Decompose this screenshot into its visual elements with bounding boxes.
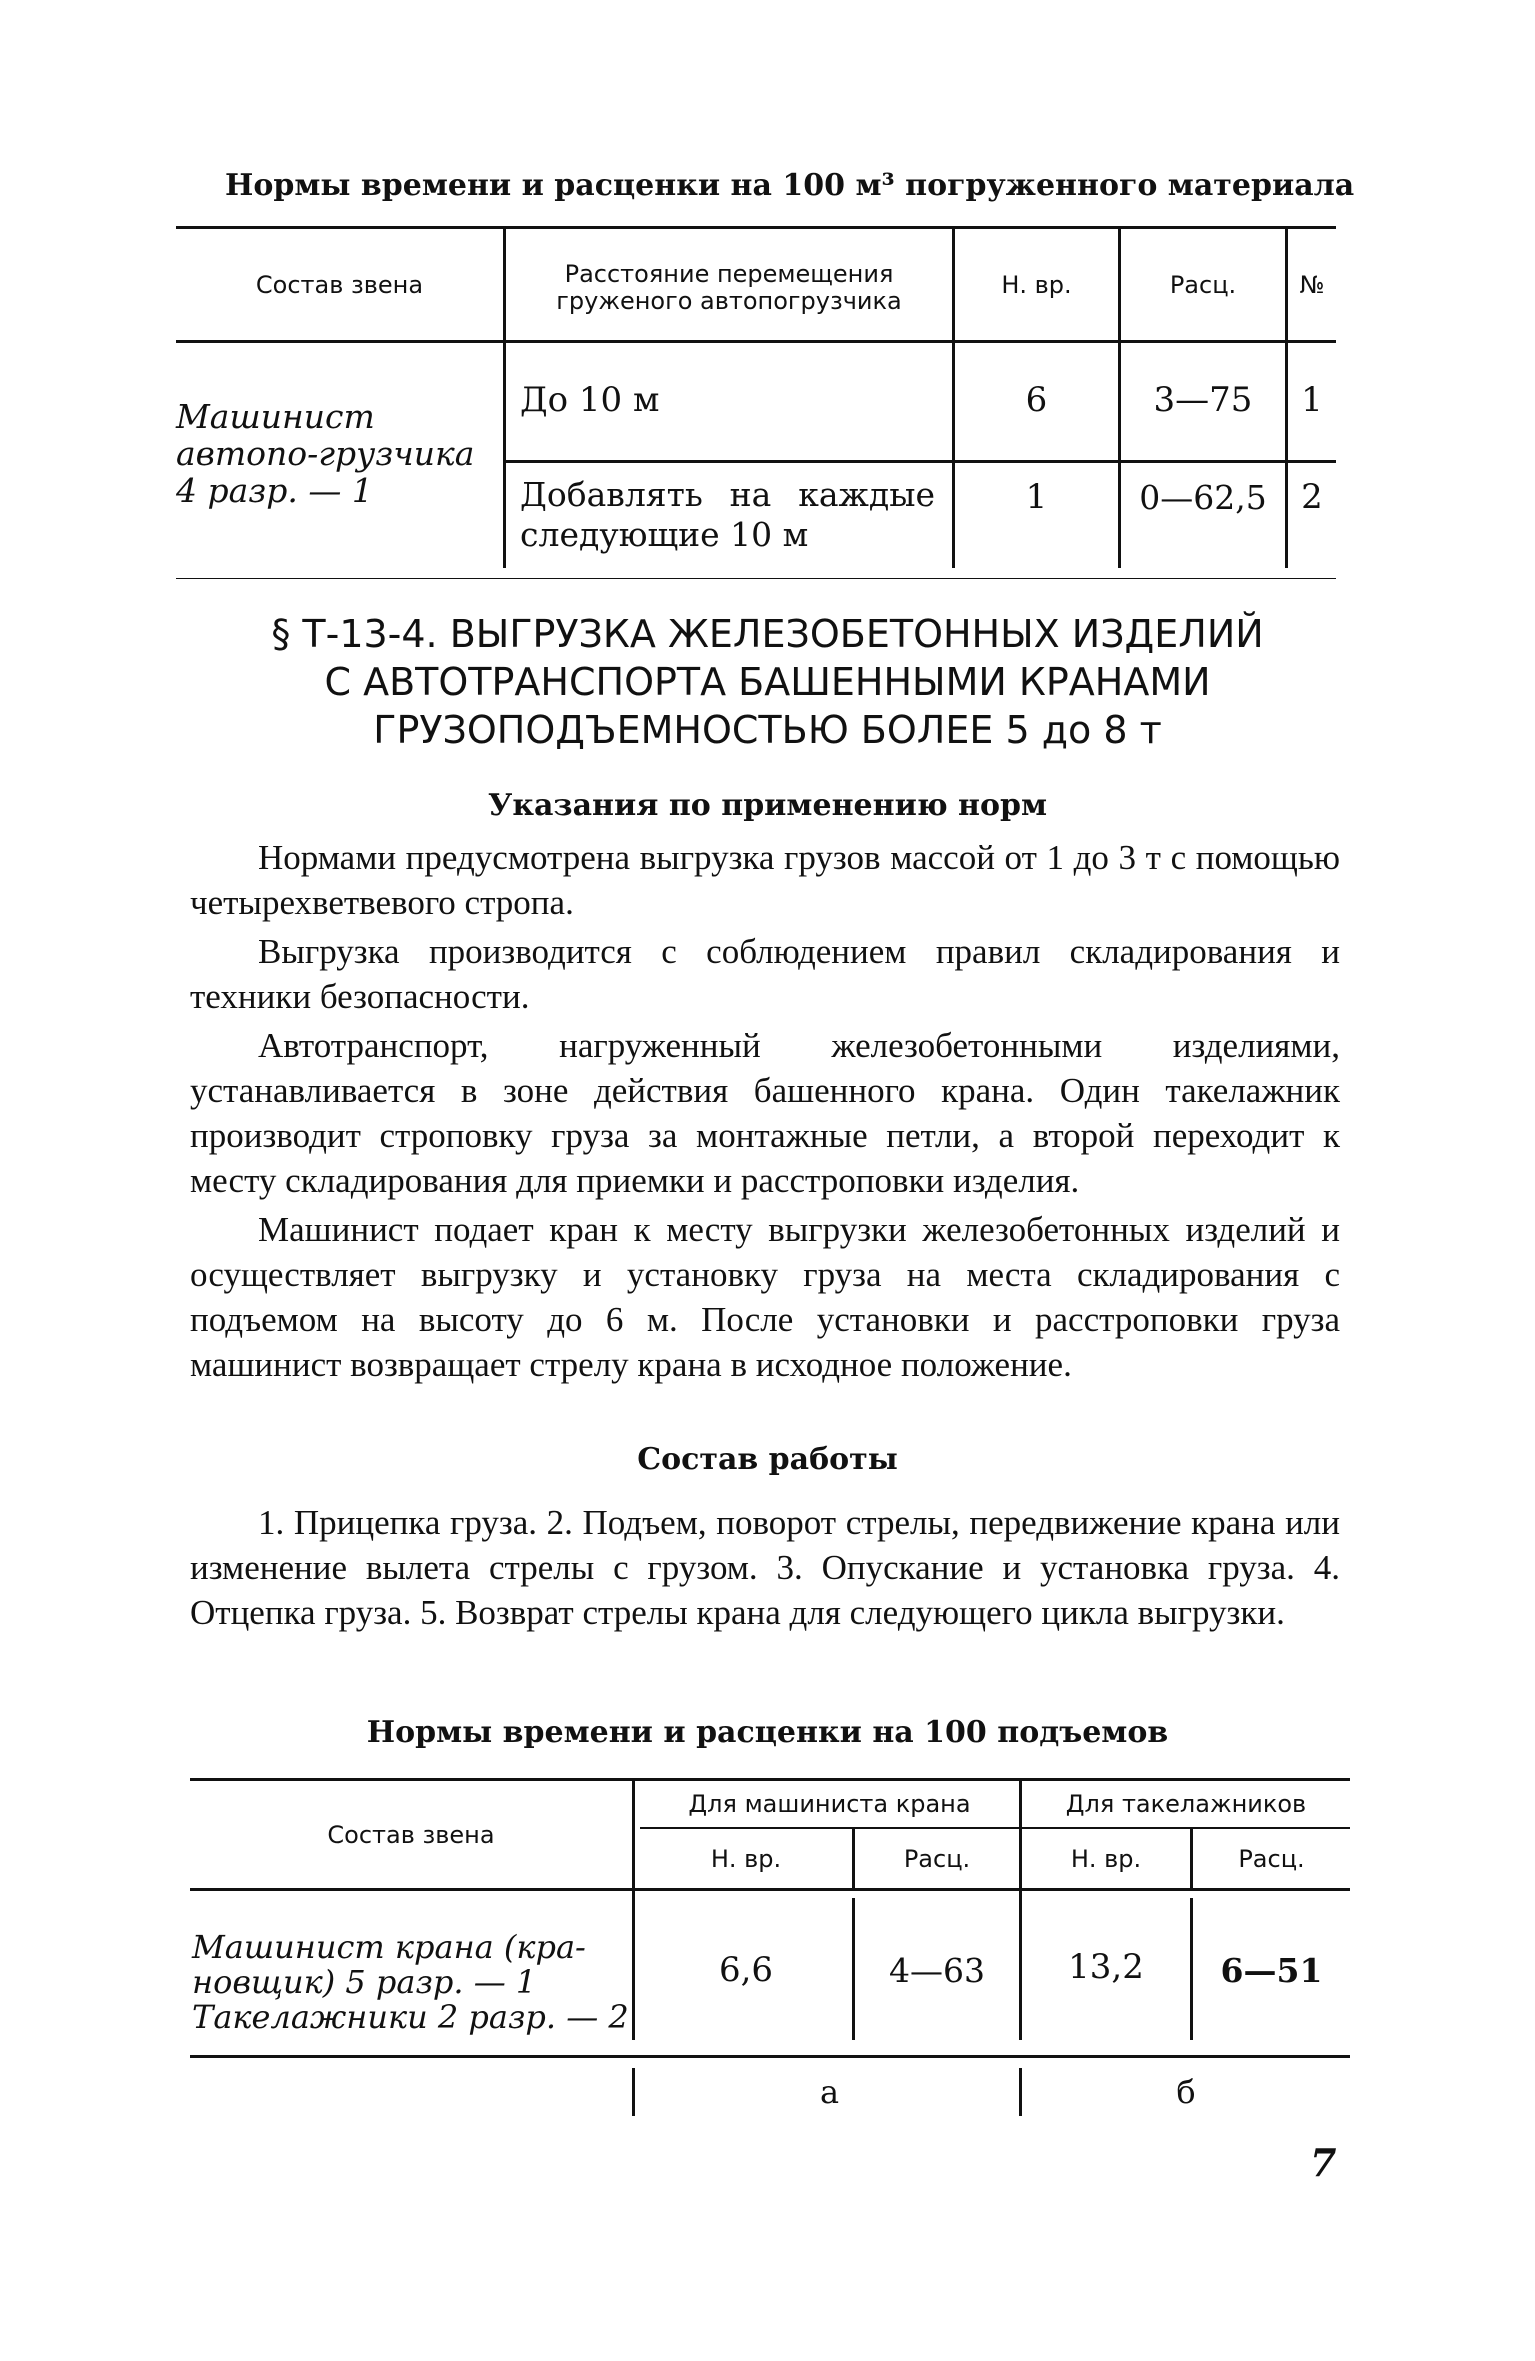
instructions-body <box>190 835 1340 1391</box>
table1-row1-rate: 3—75 <box>1153 380 1253 420</box>
table2-header-rate1: Расц. <box>903 1844 971 1873</box>
table2-norm2: 13,2 <box>1068 1947 1144 1987</box>
table1-caption: Нормы времени и расценки на 100 м³ погруженного материала <box>225 168 1355 203</box>
table2-header-rate2: Расц. <box>1238 1844 1305 1873</box>
table1-row2-num: 2 <box>1301 477 1323 517</box>
table1-header-distance: Расстояние перемещения груженого автопогрузчика <box>556 260 902 315</box>
table1-header-crew: Состав звена <box>255 270 424 299</box>
table1-row2-rate: 0—62,5 <box>1139 477 1267 517</box>
table2-header-riggers: Для такелажников <box>1065 1790 1307 1818</box>
table1-row2-norm: 1 <box>1025 477 1048 517</box>
section-title-line2: С АВТОТРАНСПОРТА БАШЕННЫМИ КРАНАМИ <box>324 660 1211 704</box>
table1-crew: Машинист автопо-грузчика 4 разр. — 1 <box>176 397 475 510</box>
table1-header-rate: Расц. <box>1169 270 1237 299</box>
table2-col-label-b: б <box>1176 2073 1196 2111</box>
table2-crew <box>192 1930 629 2035</box>
table2-norm1: 6,6 <box>718 1950 774 1990</box>
table2-rate2: 6—51 <box>1220 1950 1323 1990</box>
table1-row1-norm: 6 <box>1025 380 1048 420</box>
table2-crew-line: Машинист крана (кра- <box>192 1928 586 1966</box>
table2-header-norm1: Н. вр. <box>710 1844 782 1873</box>
instructions-paragraph: Нормами предусмотрена выгрузка грузов массой от 1 до 3 т с помощью четырехветвевого стропа. <box>190 838 1340 922</box>
table1-row1-distance: До 10 м <box>520 380 660 420</box>
table1-row1-num: 1 <box>1301 380 1323 420</box>
instructions-paragraph: Выгрузка производится с соблюдением правил складирования и техники безопасности. <box>190 932 1340 1016</box>
instructions-heading: Указания по применению норм <box>487 788 1048 823</box>
table2-col-label-a: а <box>819 2073 840 2111</box>
section-title-line1: § Т-13-4. ВЫГРУЗКА ЖЕЛЕЗОБЕТОННЫХ ИЗДЕЛИЙ <box>271 612 1264 656</box>
table2-header-crew: Состав звена <box>327 1820 495 1849</box>
instructions-paragraph: Машинист подает кран к месту выгрузки железобетонных изделий и осуществляет выгрузку и установку груза на места складирования с подъемом на высоту до 6 м. После установки и расстроповки груза машинист возвращает стрелу крана в исходное положение. <box>190 1210 1340 1384</box>
work-paragraph: 1. Прицепка груза. 2. Подъем, поворот стрелы, передвижение крана или изменение вылета стрелы с грузом. 3. Опускание и установка груза. 4. Отцепка груза. 5. Возврат стрелы крана для следующего цикла выгрузки. <box>190 1503 1340 1632</box>
table1-header-num: № <box>1299 270 1325 299</box>
table2-rate1: 4—63 <box>889 1950 985 1990</box>
table2-header-norm2: Н. вр. <box>1070 1844 1142 1873</box>
instructions-paragraph: Автотранспорт, нагруженный железобетонными изделиями, устанавливается в зоне действия башенного крана. Один такелажник производит строповку груза за монтажные петли, а второй переходит к месту складирования для приемки и расстроповки изделия. <box>190 1026 1340 1200</box>
table2-header-operator: Для машиниста крана <box>688 1790 971 1818</box>
table2-crew-line: Такелажники 2 разр. — 2 <box>192 1998 629 2036</box>
table1-row2-distance: Добавлять на каждые следующие 10 м <box>520 475 935 554</box>
section-title-line3: ГРУЗОПОДЪЕМНОСТЬЮ БОЛЕЕ 5 до 8 т <box>373 708 1162 752</box>
table2-caption: Нормы времени и расценки на 100 подъемов <box>366 1715 1169 1750</box>
work-heading: Состав работы <box>637 1442 898 1477</box>
table2-crew-line: новщик) 5 разр. — 1 <box>192 1963 537 2001</box>
work-body <box>190 1500 1340 1639</box>
page-number: 7 <box>1310 2140 1337 2185</box>
table1-header-norm: Н. вр. <box>1001 270 1072 299</box>
